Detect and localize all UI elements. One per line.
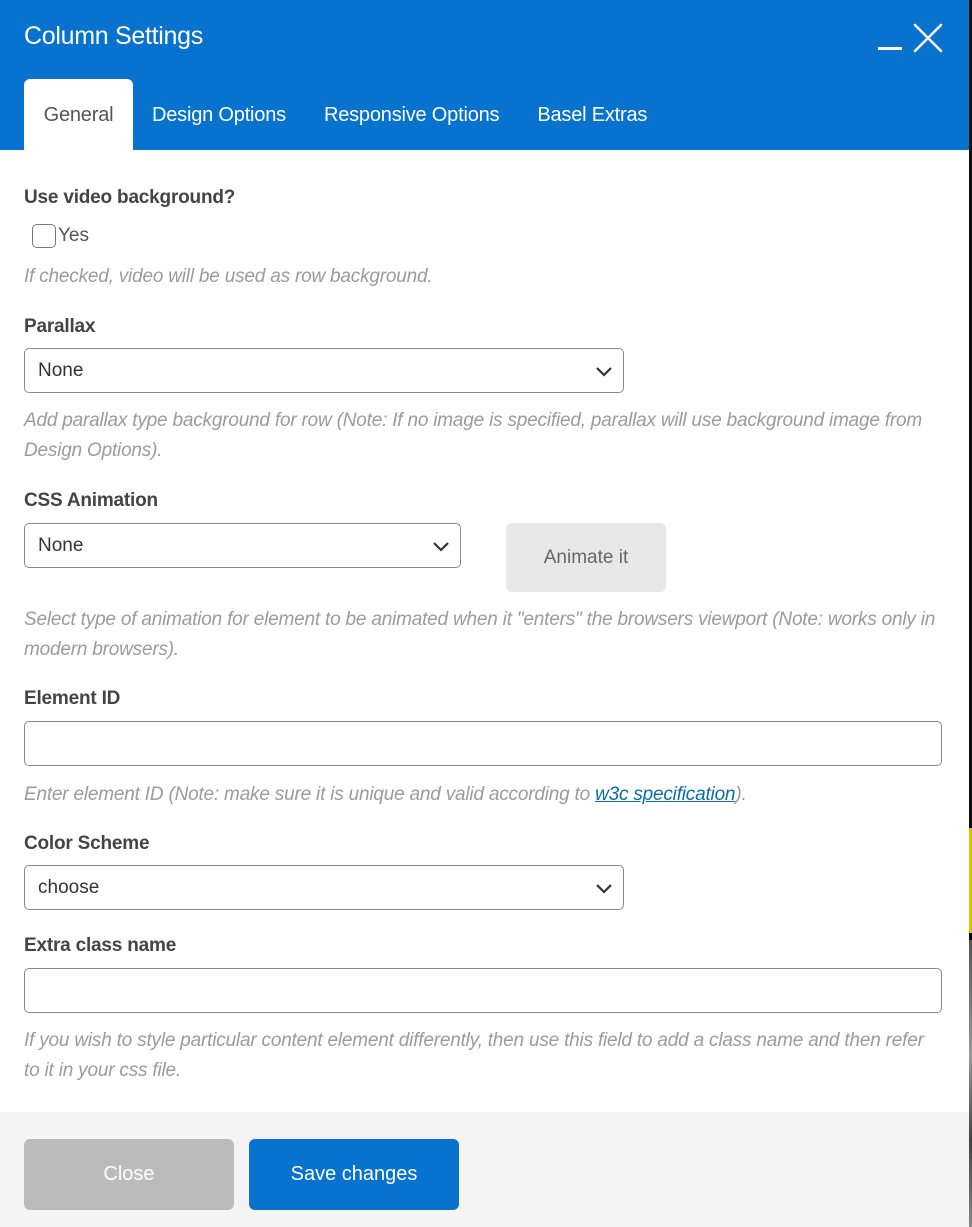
element-id-label: Element ID (24, 688, 121, 709)
animate-it-button[interactable]: Animate it (506, 523, 666, 592)
css-animation-label: CSS Animation (24, 490, 158, 511)
color-scheme-label: Color Scheme (24, 833, 150, 854)
video-background-label: Use video background? (24, 187, 236, 208)
w3c-specification-link[interactable]: w3c specification (595, 784, 736, 805)
extra-class-label: Extra class name (24, 935, 177, 956)
color-scheme-selected-value: choose (38, 877, 100, 898)
extra-class-input[interactable] (24, 968, 942, 1013)
dialog-header (0, 0, 969, 150)
minimize-icon[interactable] (878, 30, 902, 50)
parallax-help: Add parallax type background for row (Note: If no image is specified, parallax will use background image from Design Options). (24, 410, 923, 461)
video-background-checkbox-row[interactable] (32, 224, 89, 248)
color-scheme-select[interactable] (24, 865, 624, 910)
chevron-down-icon (595, 880, 613, 896)
tab-label: Responsive Options (323, 104, 500, 126)
element-id-input[interactable] (24, 721, 942, 766)
css-animation-select[interactable] (24, 523, 461, 568)
video-background-checkbox-label: Yes (58, 225, 89, 246)
chevron-down-icon (595, 363, 613, 379)
close-icon[interactable] (912, 22, 944, 54)
parallax-select[interactable] (24, 348, 624, 393)
extra-class-help: If you wish to style particular content element differently, then use this field to add a class name and then refer to it in your css file. (24, 1030, 924, 1081)
tab-basel-extras[interactable] (518, 79, 666, 150)
save-changes-button[interactable]: Save changes (249, 1139, 459, 1210)
chevron-down-icon (432, 538, 450, 554)
video-background-checkbox[interactable] (32, 224, 56, 248)
tab-general[interactable] (24, 79, 133, 150)
dialog-title: Column Settings (24, 22, 203, 50)
dialog-footer (0, 1112, 969, 1227)
element-id-help (24, 780, 942, 810)
element-id-help-suffix: ). (735, 784, 747, 805)
close-button[interactable]: Close (24, 1139, 234, 1210)
tab-responsive-options[interactable] (305, 79, 518, 150)
css-animation-selected-value: None (38, 535, 84, 556)
parallax-label: Parallax (24, 316, 96, 337)
css-animation-help: Select type of animation for element to be animated when it "enters" the browsers viewport (Note: works only in modern browsers). (24, 609, 936, 660)
tab-bar (24, 79, 666, 150)
tab-design-options[interactable] (133, 79, 305, 150)
parallax-selected-value: None (38, 360, 84, 381)
tab-label: Design Options (152, 104, 286, 126)
tab-label: Basel Extras (537, 104, 648, 126)
element-id-help-text: Enter element ID (Note: make sure it is unique and valid according to (24, 784, 596, 805)
tab-label: General (43, 104, 114, 126)
video-background-help: If checked, video will be used as row background. (24, 266, 433, 287)
